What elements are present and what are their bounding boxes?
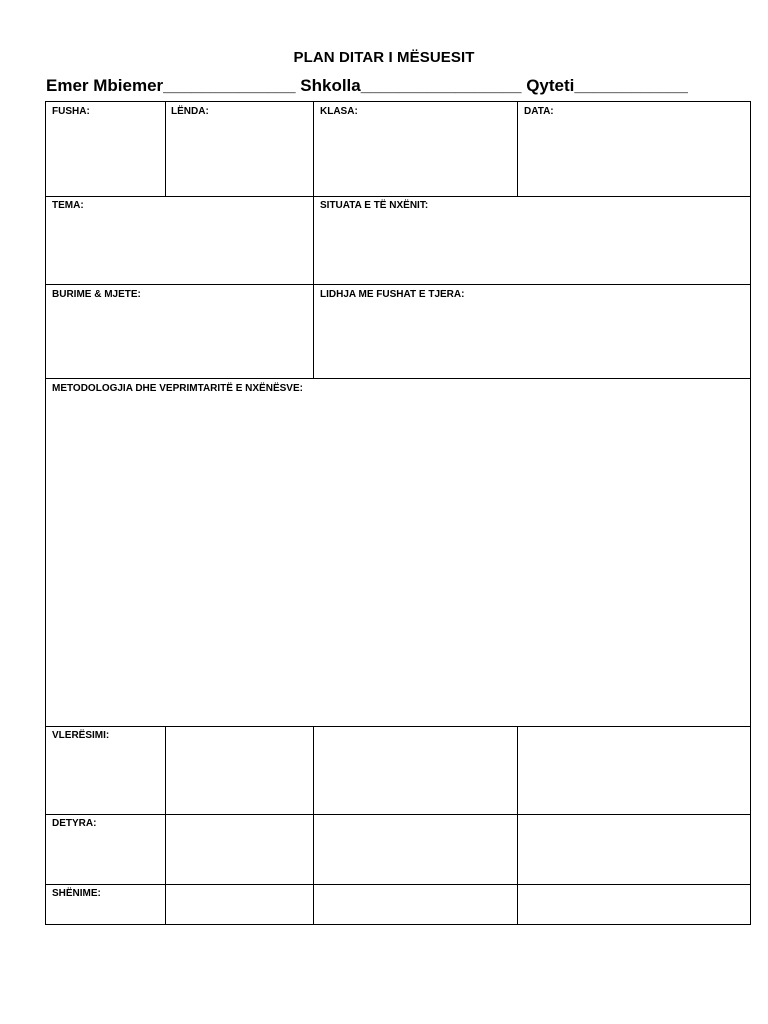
row-divider xyxy=(46,284,750,285)
name-field[interactable]: Emer Mbiemer______________ xyxy=(46,76,296,95)
lenda-label: LËNDA: xyxy=(171,106,209,117)
col-divider xyxy=(313,196,314,378)
col-divider xyxy=(517,102,518,196)
col-divider xyxy=(517,726,518,925)
col-divider xyxy=(165,726,166,925)
fusha-label: FUSHA: xyxy=(52,106,90,117)
city-field[interactable]: Qyteti____________ xyxy=(526,76,688,95)
lidhja-label: LIDHJA ME FUSHAT E TJERA: xyxy=(320,289,465,300)
col-divider xyxy=(313,726,314,925)
school-field[interactable]: Shkolla_________________ xyxy=(300,76,522,95)
row-divider xyxy=(46,378,750,379)
vleresimi-label: VLERËSIMI: xyxy=(52,730,110,741)
klasa-label: KLASA: xyxy=(320,106,358,117)
tema-label: TEMA: xyxy=(52,200,84,211)
col-divider xyxy=(313,102,314,196)
detyra-label: DETYRA: xyxy=(52,818,97,829)
row-divider xyxy=(46,726,750,727)
row-divider xyxy=(46,814,750,815)
header-info-line xyxy=(46,76,688,96)
shenime-label: SHËNIME: xyxy=(52,888,101,899)
burime-label: BURIME & MJETE: xyxy=(52,289,141,300)
col-divider xyxy=(165,102,166,196)
row-divider xyxy=(46,884,750,885)
data-label: DATA: xyxy=(524,106,554,117)
lesson-plan-form xyxy=(45,101,751,925)
situata-label: SITUATA E TË NXËNIT: xyxy=(320,200,429,211)
row-divider xyxy=(46,196,750,197)
metodologjia-label: METODOLOGJIA DHE VEPRIMTARITË E NXËNËSVE: xyxy=(52,383,303,394)
page-title: PLAN DITAR I MËSUESIT xyxy=(293,49,475,66)
